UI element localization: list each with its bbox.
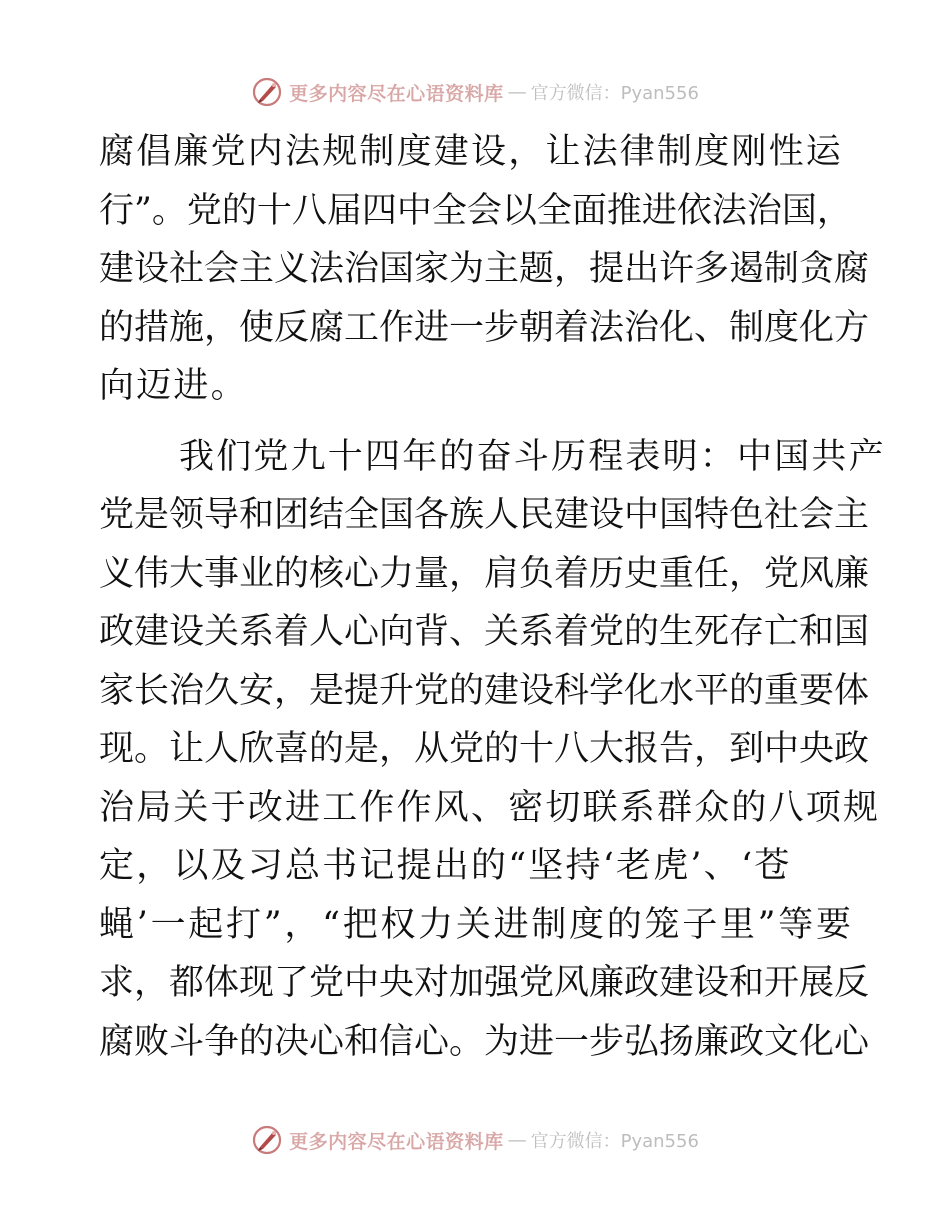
watermark-brand: 更多内容尽在心语资料库: [289, 82, 504, 105]
text-line: 腐倡廉党内法规制度建设，让法律制度刚性运: [99, 132, 844, 172]
text-line: 腐败斗争的决心和信心。为进一步弘扬廉政文化心: [99, 1021, 870, 1062]
text-line: 现。让人欣喜的是，从党的十八大报告，到中央政: [99, 729, 870, 769]
text-line: 向迈进。: [99, 366, 248, 406]
watermark-brand: 更多内容尽在心语资料库: [289, 1130, 504, 1153]
quill-pen-logo-icon: [251, 1124, 283, 1156]
text-line: 求，都体现了党中央对加强党风廉政建设和开展反: [99, 963, 870, 1003]
watermark-wechat: 官方微信：Pyan556: [530, 83, 699, 104]
text-line: 蝇’一起打”，“把权力关进制度的笼子里”等要: [99, 904, 851, 945]
watermark-wechat: 官方微信：Pyan556: [530, 1131, 699, 1152]
quill-pen-logo-icon: [251, 76, 283, 108]
header-watermark: [0, 72, 950, 112]
text-line: 建设社会主义法治国家为主题，提出许多遏制贪腐: [99, 249, 870, 289]
paragraph-gap: [99, 416, 851, 428]
paragraph-1: [99, 123, 870, 416]
paragraph-2: [99, 428, 886, 1072]
text-line: 义伟大事业的核心力量，肩负着历史重任，党风廉: [99, 553, 870, 594]
footer-watermark: [0, 1120, 950, 1160]
text-line: 家长治久安，是提升党的建设科学化水平的重要体: [99, 670, 870, 711]
text-line: 定，以及习总书记提出的“坚持‘老虎’、‘苍: [99, 846, 792, 886]
text-line: 行”。党的十八届四中全会以全面推进依法治国，: [99, 190, 852, 231]
text-line: 政建设关系着人心向背、关系着党的生死存亡和国: [99, 612, 870, 652]
text-line: 党是领导和团结全国各族人民建设中国特色社会主: [99, 495, 870, 535]
text-line: 的措施，使反腐工作进一步朝着法治化、制度化方: [99, 307, 870, 348]
text-line: 治局关于改进工作作风、密切联系群众的八项规: [99, 787, 881, 828]
watermark-separator: —: [507, 1129, 527, 1151]
document-body: [99, 123, 886, 1071]
watermark-separator: —: [507, 81, 527, 103]
text-line: 我们党九十四年的奋斗历程表明：中国共产: [179, 436, 886, 477]
